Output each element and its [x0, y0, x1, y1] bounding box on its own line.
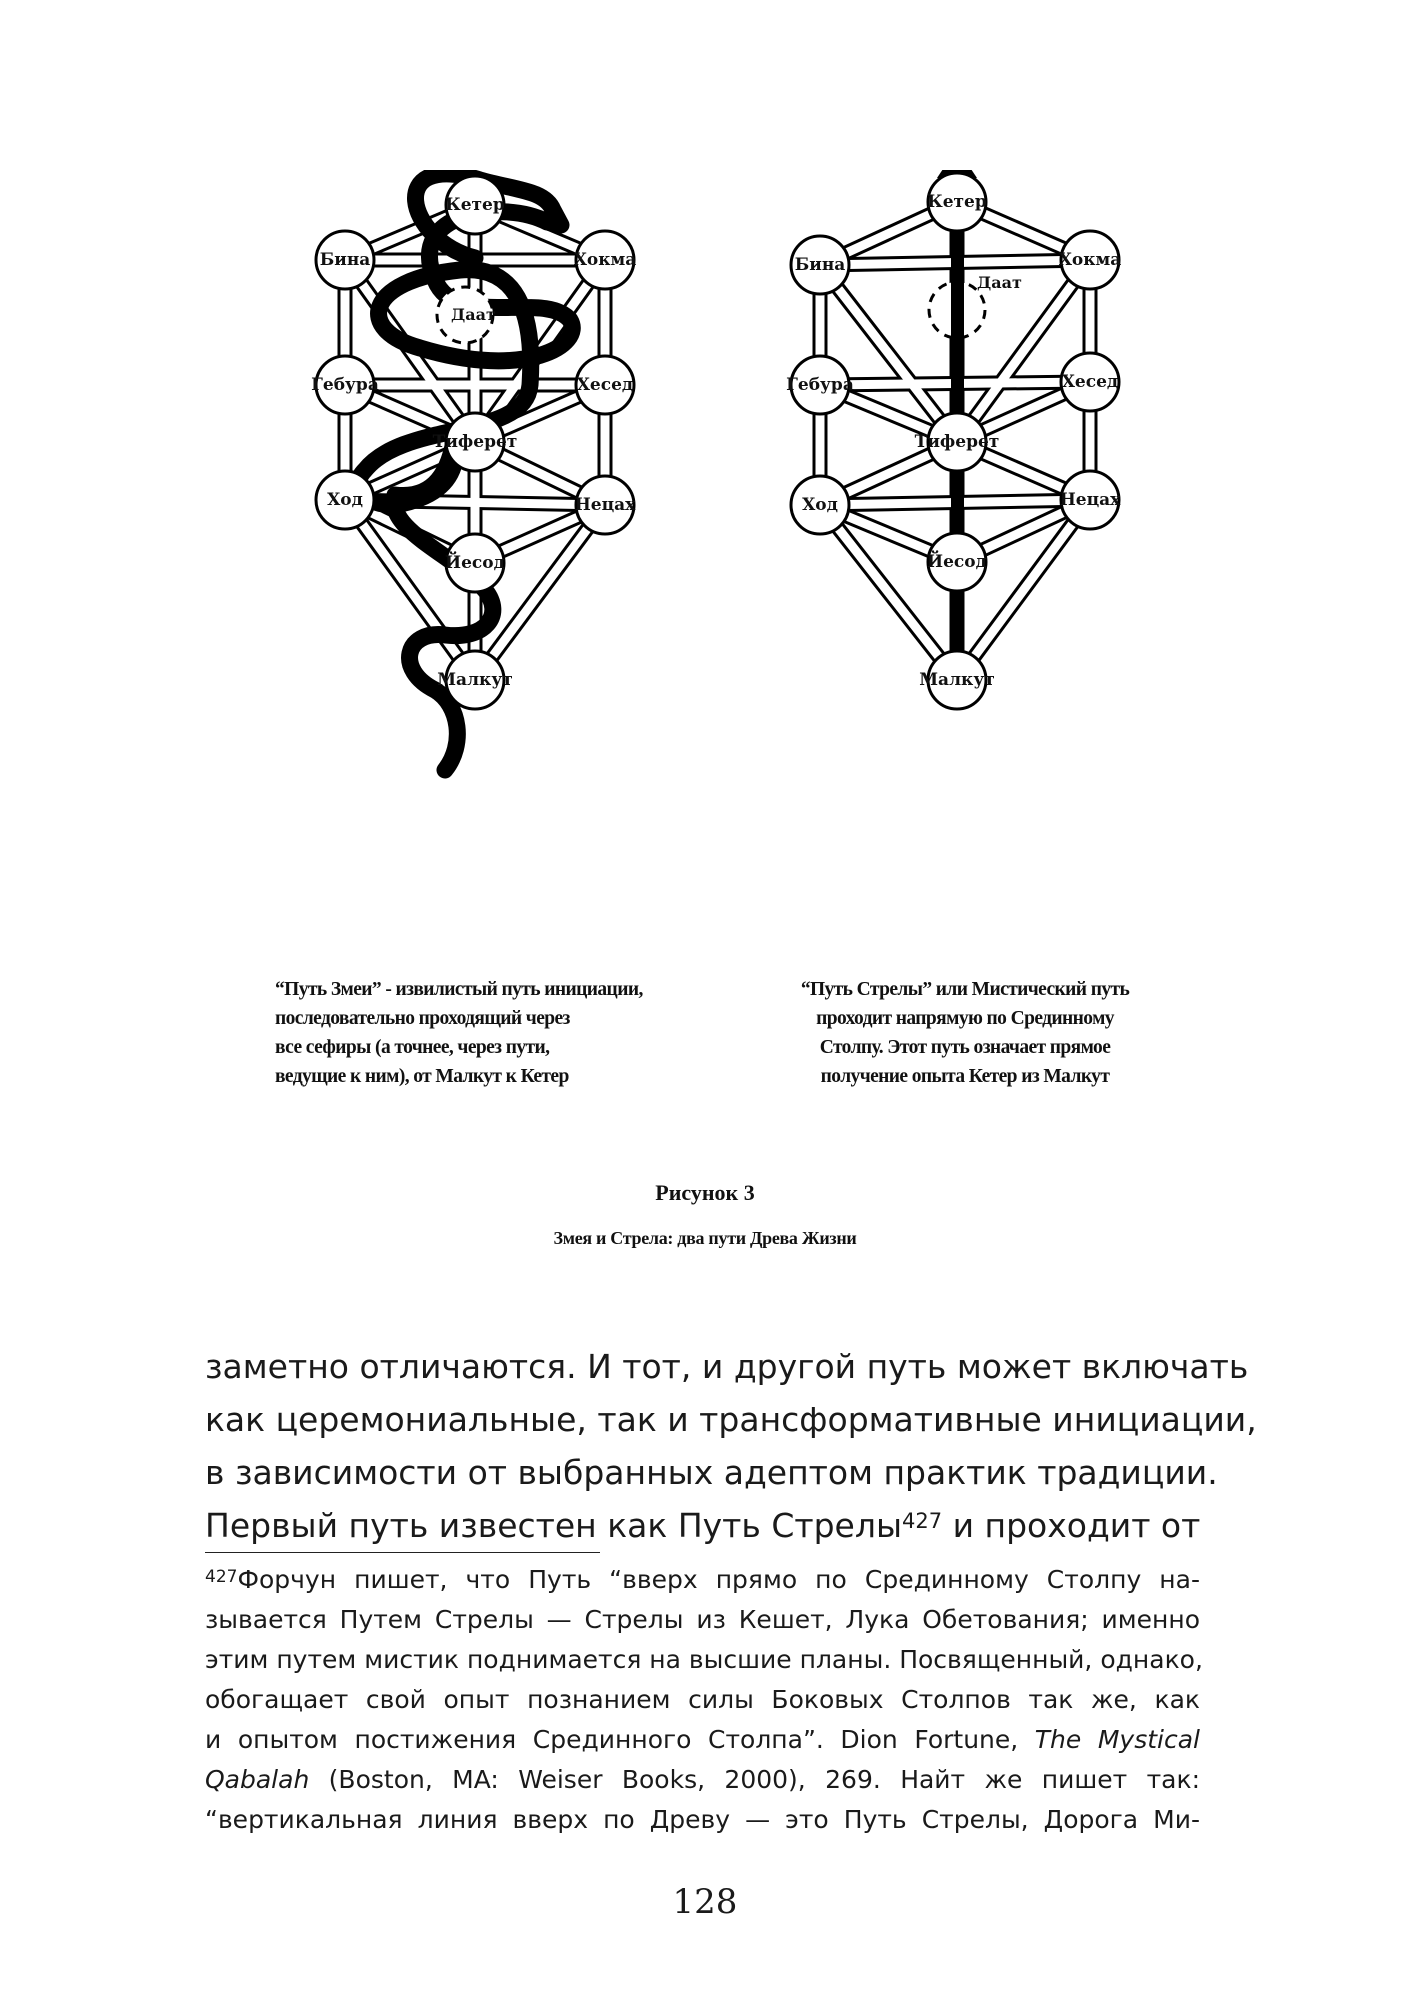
node-hod-label: Ход — [327, 490, 363, 510]
footnote-427 — [205, 1560, 1203, 1840]
footnote-divider — [205, 1552, 600, 1553]
node-yesod-label: Йесод — [927, 552, 987, 572]
footnote-line: этим путем мистик поднимается на высшие планы. Посвященный, однако, — [205, 1645, 1203, 1674]
node-binah — [316, 231, 374, 289]
node-malkut — [919, 651, 995, 709]
node-netzach-label: Нецах — [574, 495, 636, 515]
book-title-part: The Mystical — [1034, 1725, 1200, 1754]
caption-line: проходит напрямую по Срединному — [816, 1008, 1114, 1029]
node-hod-label: Ход — [802, 495, 838, 515]
caption-line: все сефиры (а точнее, через пути, — [275, 1037, 550, 1058]
body-line: как церемониальные, так и трансформативные инициации, — [205, 1400, 1257, 1439]
caption-line: Столпу. Этот путь означает прямое — [819, 1037, 1111, 1058]
node-geburah — [311, 356, 379, 414]
node-malkut-label: Малкут — [437, 670, 513, 690]
node-hod — [316, 471, 374, 529]
node-binah — [791, 236, 849, 294]
daat-label: Даат — [977, 273, 1022, 292]
daat-label: Даат — [451, 305, 496, 324]
node-hod — [791, 476, 849, 534]
node-chesed — [1061, 353, 1119, 411]
tree-of-life-arrow-diagram — [755, 170, 1175, 910]
node-chokmah-label: Хокма — [573, 250, 637, 270]
node-binah-label: Бина — [319, 250, 371, 270]
node-yesod — [927, 533, 987, 591]
caption-line: последовательно проходящий через — [275, 1008, 570, 1029]
footnote-ref-427[interactable]: 427 — [902, 1509, 943, 1533]
caption-line: “Путь Змеи” - извилистый путь инициации, — [275, 979, 643, 1000]
footnote-text: (Boston, MA: Weiser Books, 2000), 269. Найт же пишет так: — [309, 1765, 1200, 1794]
figure-serpent-path — [285, 170, 705, 910]
footnote-line — [205, 1760, 1200, 1800]
node-yesod-label: Йесод — [445, 553, 505, 573]
node-geburah-label: Гебура — [786, 375, 854, 395]
caption-arrow — [755, 975, 1175, 1091]
footnote-line — [205, 1560, 1200, 1600]
footnote-line: зывается Путем Стрелы — Стрелы из Кешет, Лука Обетования; именно — [205, 1605, 1200, 1634]
body-line — [205, 1499, 1200, 1552]
node-netzach — [575, 476, 636, 534]
footnote-line — [205, 1720, 1200, 1760]
node-geburah — [786, 356, 854, 414]
node-tiferet-label: Тиферет — [432, 432, 518, 452]
tree-of-life-serpent-diagram — [285, 170, 705, 910]
caption-line: получение опыта Кетер из Малкут — [820, 1066, 1110, 1087]
book-title-part: Qabalah — [205, 1765, 310, 1794]
body-line: заметно отличаются. И тот, и другой путь может включать — [205, 1347, 1249, 1386]
caption-line: ведущие к ним), от Малкут к Кетер — [275, 1066, 569, 1087]
node-keter-label: Кетер — [445, 195, 505, 215]
body-text-span: и проходит от — [942, 1506, 1201, 1545]
caption-serpent — [275, 975, 735, 1091]
node-chokmah — [1059, 231, 1122, 289]
footnote-text: и опытом постижения Срединного Столпа”. Dion Fortune, — [205, 1725, 1035, 1754]
node-keter — [445, 176, 505, 234]
node-chesed-label: Хесед — [576, 375, 634, 395]
node-chokmah — [574, 231, 637, 289]
node-geburah-label: Гебура — [311, 375, 379, 395]
footnote-text: Форчун пишет, что Путь “вверх прямо по Срединному Столпу на- — [237, 1565, 1200, 1594]
body-paragraph — [205, 1340, 1257, 1552]
figure-arrow-path — [755, 170, 1175, 910]
node-chesed — [576, 356, 634, 414]
node-netzach-label: Нецах — [1059, 490, 1121, 510]
node-malkut-label: Малкут — [919, 670, 995, 690]
node-yesod — [445, 534, 505, 592]
node-tiferet-label: Тиферет — [914, 432, 1000, 452]
footnote-line: “вертикальная линия вверх по Древу — это Путь Стрелы, Дорога Ми- — [205, 1805, 1200, 1834]
node-netzach — [1060, 471, 1121, 529]
node-binah-label: Бина — [794, 255, 846, 275]
body-text-span: Первый путь известен как Путь Стрелы — [205, 1506, 902, 1545]
node-keter-label: Кетер — [927, 192, 987, 212]
caption-line: “Путь Стрелы” или Мистический путь — [800, 979, 1130, 1000]
node-chokmah-label: Хокма — [1058, 250, 1122, 270]
footnote-marker: 427 — [205, 1567, 238, 1587]
page-number: 128 — [672, 1882, 738, 1922]
body-line: в зависимости от выбранных адептом практик традиции. — [205, 1453, 1218, 1492]
figure-number: Рисунок 3 — [655, 1180, 755, 1205]
node-chesed-label: Хесед — [1061, 372, 1119, 392]
node-keter — [927, 173, 987, 231]
footnote-line: обогащает свой опыт познанием силы Боковых Столпов так же, как — [205, 1685, 1200, 1714]
figure-title: Змея и Стрела: два пути Древа Жизни — [553, 1228, 857, 1248]
